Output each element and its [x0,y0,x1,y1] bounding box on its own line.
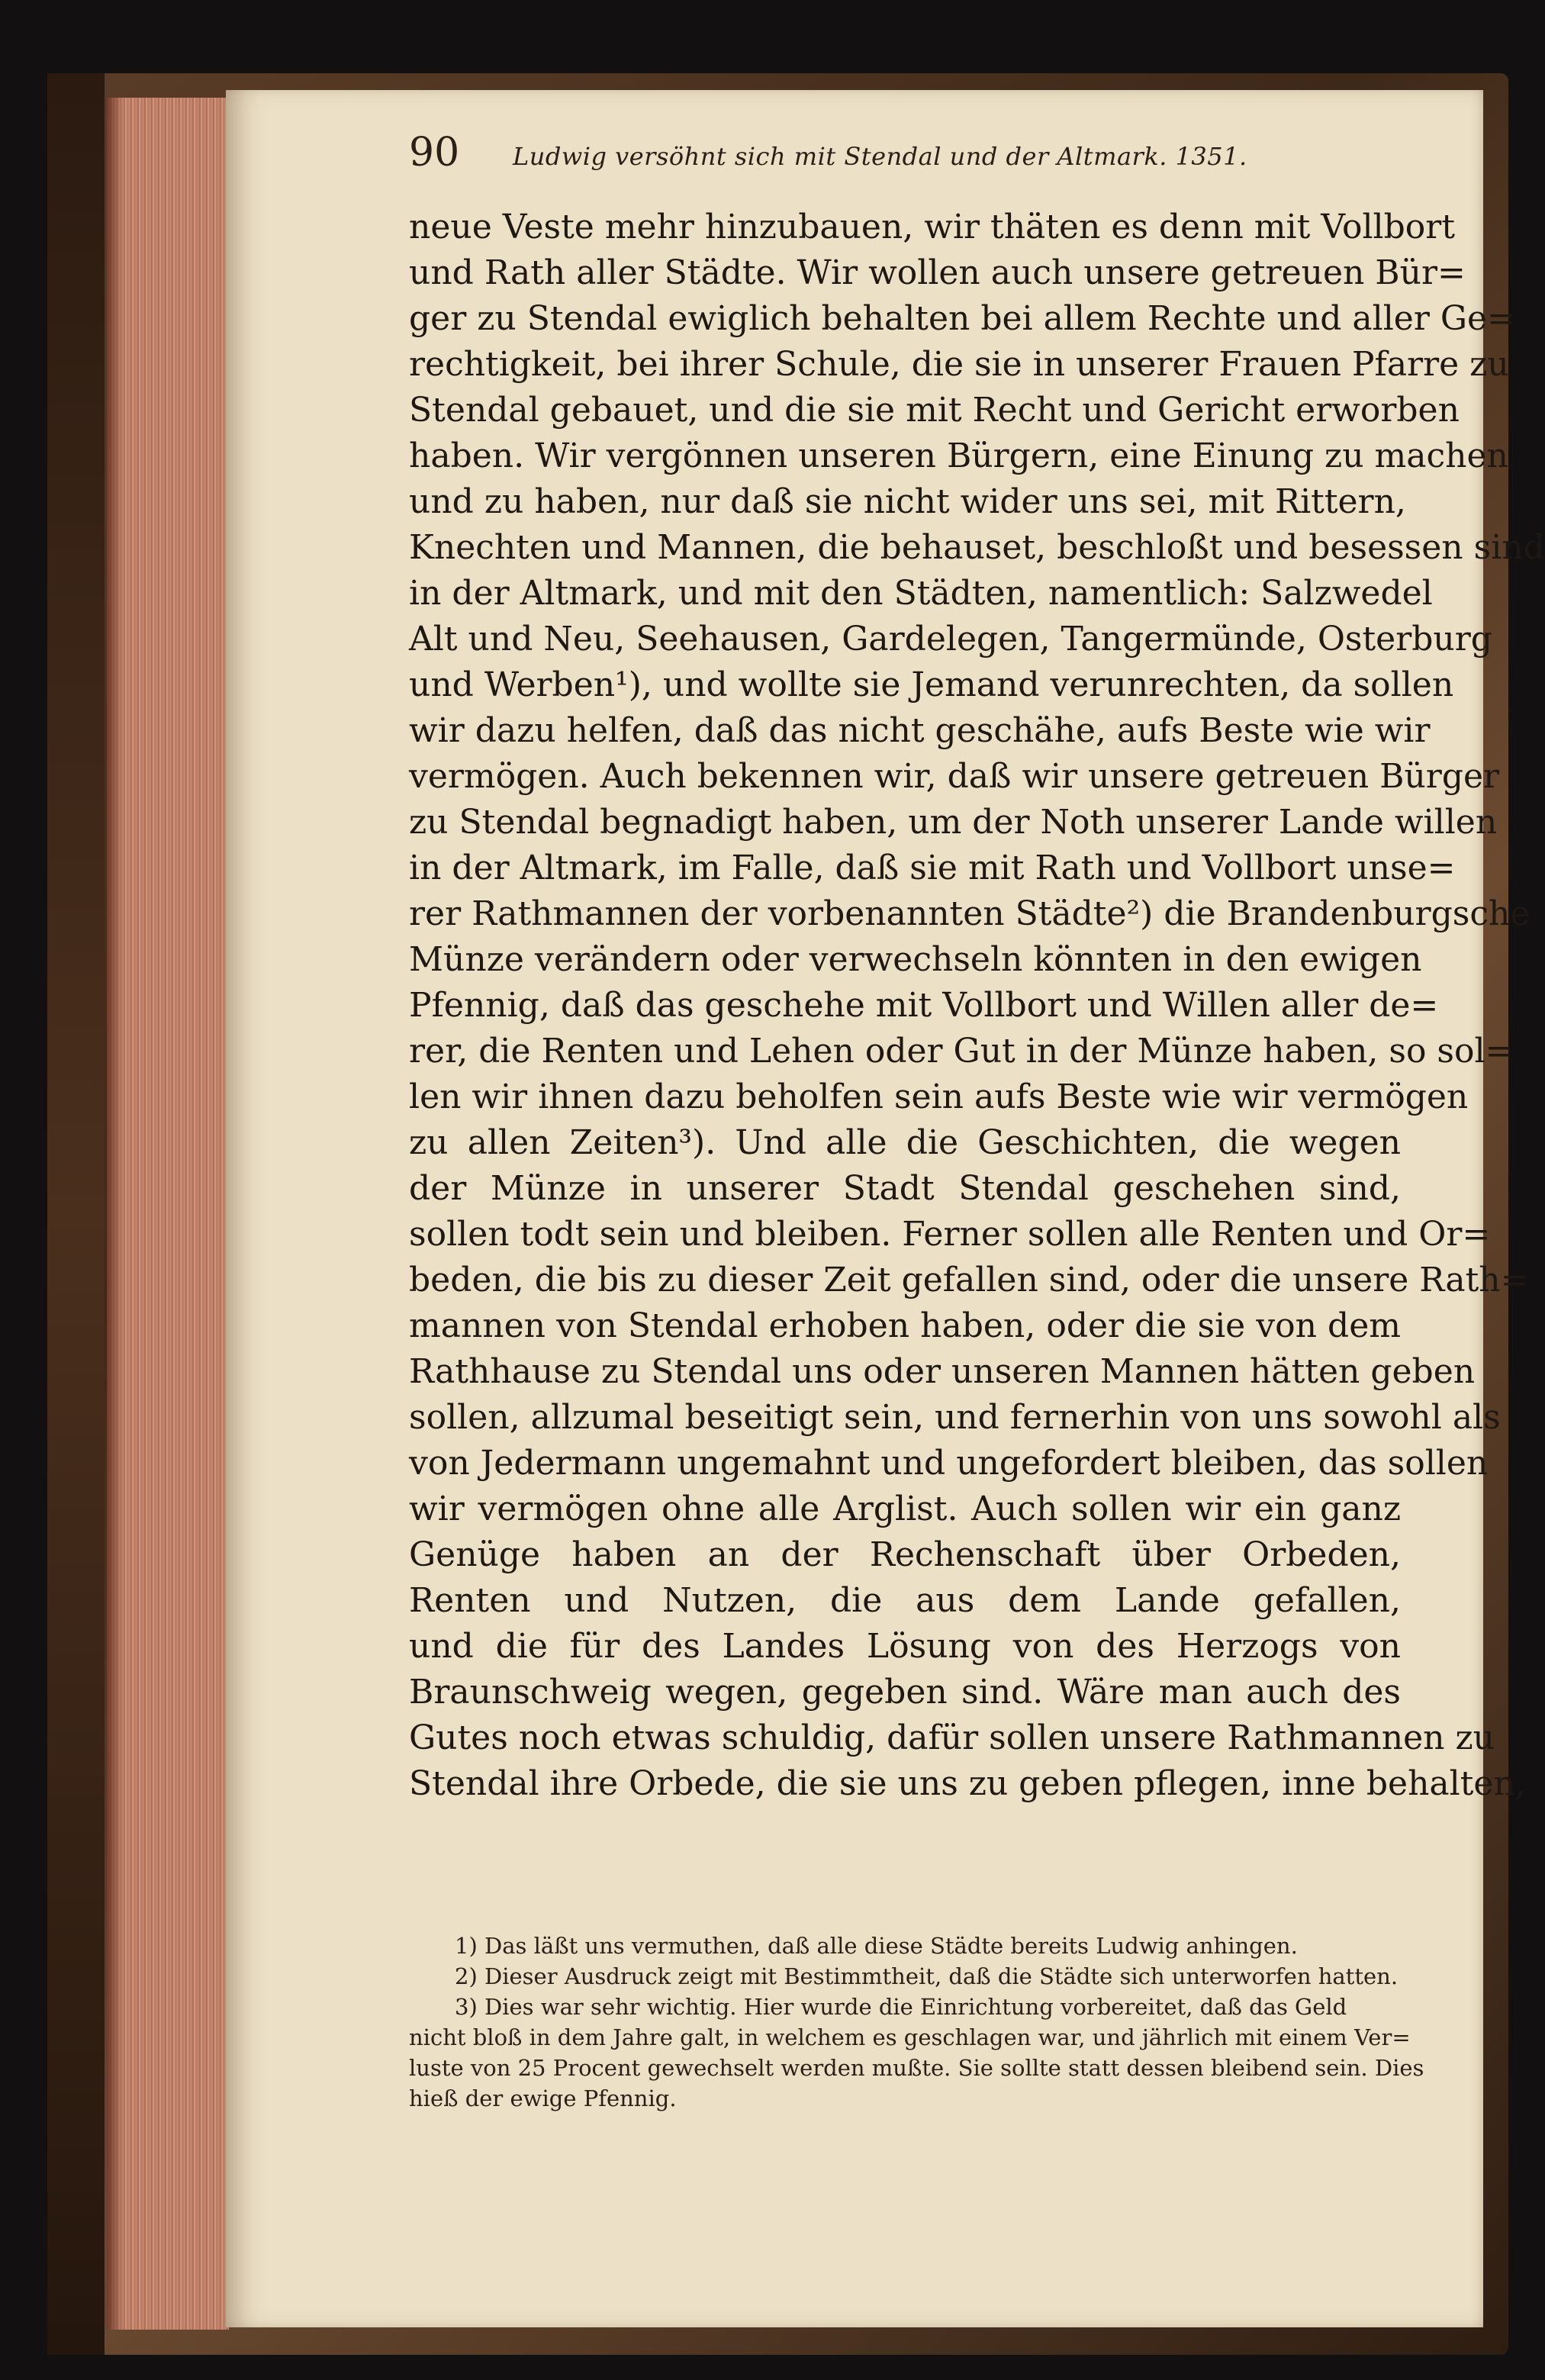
text-line: Renten und Nutzen, die aus dem Lande gefallen, [409,1581,1401,1620]
text-line: neue Veste mehr hinzubauen, wir thäten es denn mit Vollbort [409,208,1456,246]
book-spine-edge [47,73,105,2355]
text-line: Stendal gebauet, und die sie mit Recht und Gericht erworben [409,391,1460,430]
page-header [409,130,1462,183]
text-line: vermögen. Auch bekennen wir, daß wir unsere getreuen Bürger [409,757,1500,796]
footnote: 2) Dieser Ausdruck zeigt mit Bestimmtheit, daß die Städte sich unterworfen hatten. [455,1963,1399,1989]
text-line: wir vermögen ohne alle Arglist. Auch sollen wir ein ganz [409,1490,1401,1528]
text-line: beden, die bis zu dieser Zeit gefallen sind, oder die unsere Rath= [409,1261,1529,1299]
text-line: in der Altmark, im Falle, daß sie mit Rath und Vollbort unse= [409,849,1456,887]
text-line: ger zu Stendal ewiglich behalten bei allem Rechte und aller Ge= [409,299,1515,338]
text-line: wir dazu helfen, daß das nicht geschähe, aufs Beste wie wir [409,711,1431,750]
body-text [409,205,1545,1895]
text-line: Genüge haben an der Rechenschaft über Orbeden, [409,1535,1401,1574]
text-line: Pfennig, daß das geschehe mit Vollbort und Willen aller de= [409,986,1439,1025]
text-line: zu Stendal begnadigt haben, um der Noth unserer Lande willen [409,803,1498,842]
text-line: Gutes noch etwas schuldig, dafür sollen unsere Rathmannen zu [409,1718,1495,1757]
footnote: 3) Dies war sehr wichtig. Hier wurde die Einrichtung vorbereitet, daß das Geld [455,1994,1347,2020]
text-line: haben. Wir vergönnen unseren Bürgern, eine Einung zu machen [409,436,1508,475]
running-head: Ludwig versöhnt sich mit Stendal und der Altmark. 1351. [513,142,1247,171]
text-line: sollen todt sein und bleiben. Ferner sollen alle Renten und Or= [409,1215,1491,1254]
text-line: von Jedermann ungemahnt und ungefordert bleiben, das sollen [409,1444,1489,1483]
page-edge-shadow [107,98,124,2330]
page-number: 90 [409,130,460,176]
text-line: und Rath aller Städte. Wir wollen auch unsere getreuen Bür= [409,253,1466,292]
text-line: Knechten und Mannen, die behauset, beschloßt und besessen sind [409,528,1545,567]
text-line: rer Rathmannen der vorbenannten Städte²) die Brandenburgsche [409,894,1531,933]
text-line: sollen, allzumal beseitigt sein, und fernerhin von uns sowohl als [409,1398,1501,1437]
page-edges [107,98,229,2330]
book-page [226,90,1545,2327]
text-line: mannen von Stendal erhoben haben, oder die sie von dem [409,1306,1401,1345]
text-line: Rathhause zu Stendal uns oder unseren Mannen hätten geben [409,1352,1476,1391]
footnotes [409,1931,1424,2114]
text-line: Braunschweig wegen, gegeben sind. Wäre man auch des [409,1673,1401,1712]
text-line: len wir ihnen dazu beholfen sein aufs Beste wie wir vermögen [409,1077,1469,1116]
footnote-continuation: luste von 25 Procent gewechselt werden mußte. Sie sollte statt dessen bleibend sein. Dies [409,2055,1424,2081]
text-line: Alt und Neu, Seehausen, Gardelegen, Tangermünde, Osterburg [409,620,1492,659]
text-line: Stendal ihre Orbede, die sie uns zu geben pflegen, inne behalten, [409,1764,1526,1803]
text-line: der Münze in unserer Stadt Stendal geschehen sind, [409,1169,1401,1208]
text-line: in der Altmark, und mit den Städten, namentlich: Salzwedel [409,574,1433,613]
text-line: Münze verändern oder verwechseln könnten in den ewigen [409,940,1422,979]
text-line: und Werben¹), und wollte sie Jemand verunrechten, da sollen [409,665,1454,704]
text-line: zu allen Zeiten³). Und alle die Geschichten, die wegen [409,1123,1401,1162]
text-line: und die für des Landes Lösung von des Herzogs von [409,1627,1401,1666]
text-line: rer, die Renten und Lehen oder Gut in der Münze haben, so sol= [409,1032,1514,1071]
text-line: und zu haben, nur daß sie nicht wider uns sei, mit Rittern, [409,482,1406,521]
footnote-continuation: hieß der ewige Pfennig. [409,2085,677,2111]
footnote-continuation: nicht bloß in dem Jahre galt, in welchem es geschlagen war, und jährlich mit einem Ver= [409,2024,1411,2050]
footnote: 1) Das läßt uns vermuthen, daß alle diese Städte bereits Ludwig anhingen. [455,1933,1298,1959]
text-line: rechtigkeit, bei ihrer Schule, die sie in unserer Frauen Pfarre zu [409,345,1509,384]
